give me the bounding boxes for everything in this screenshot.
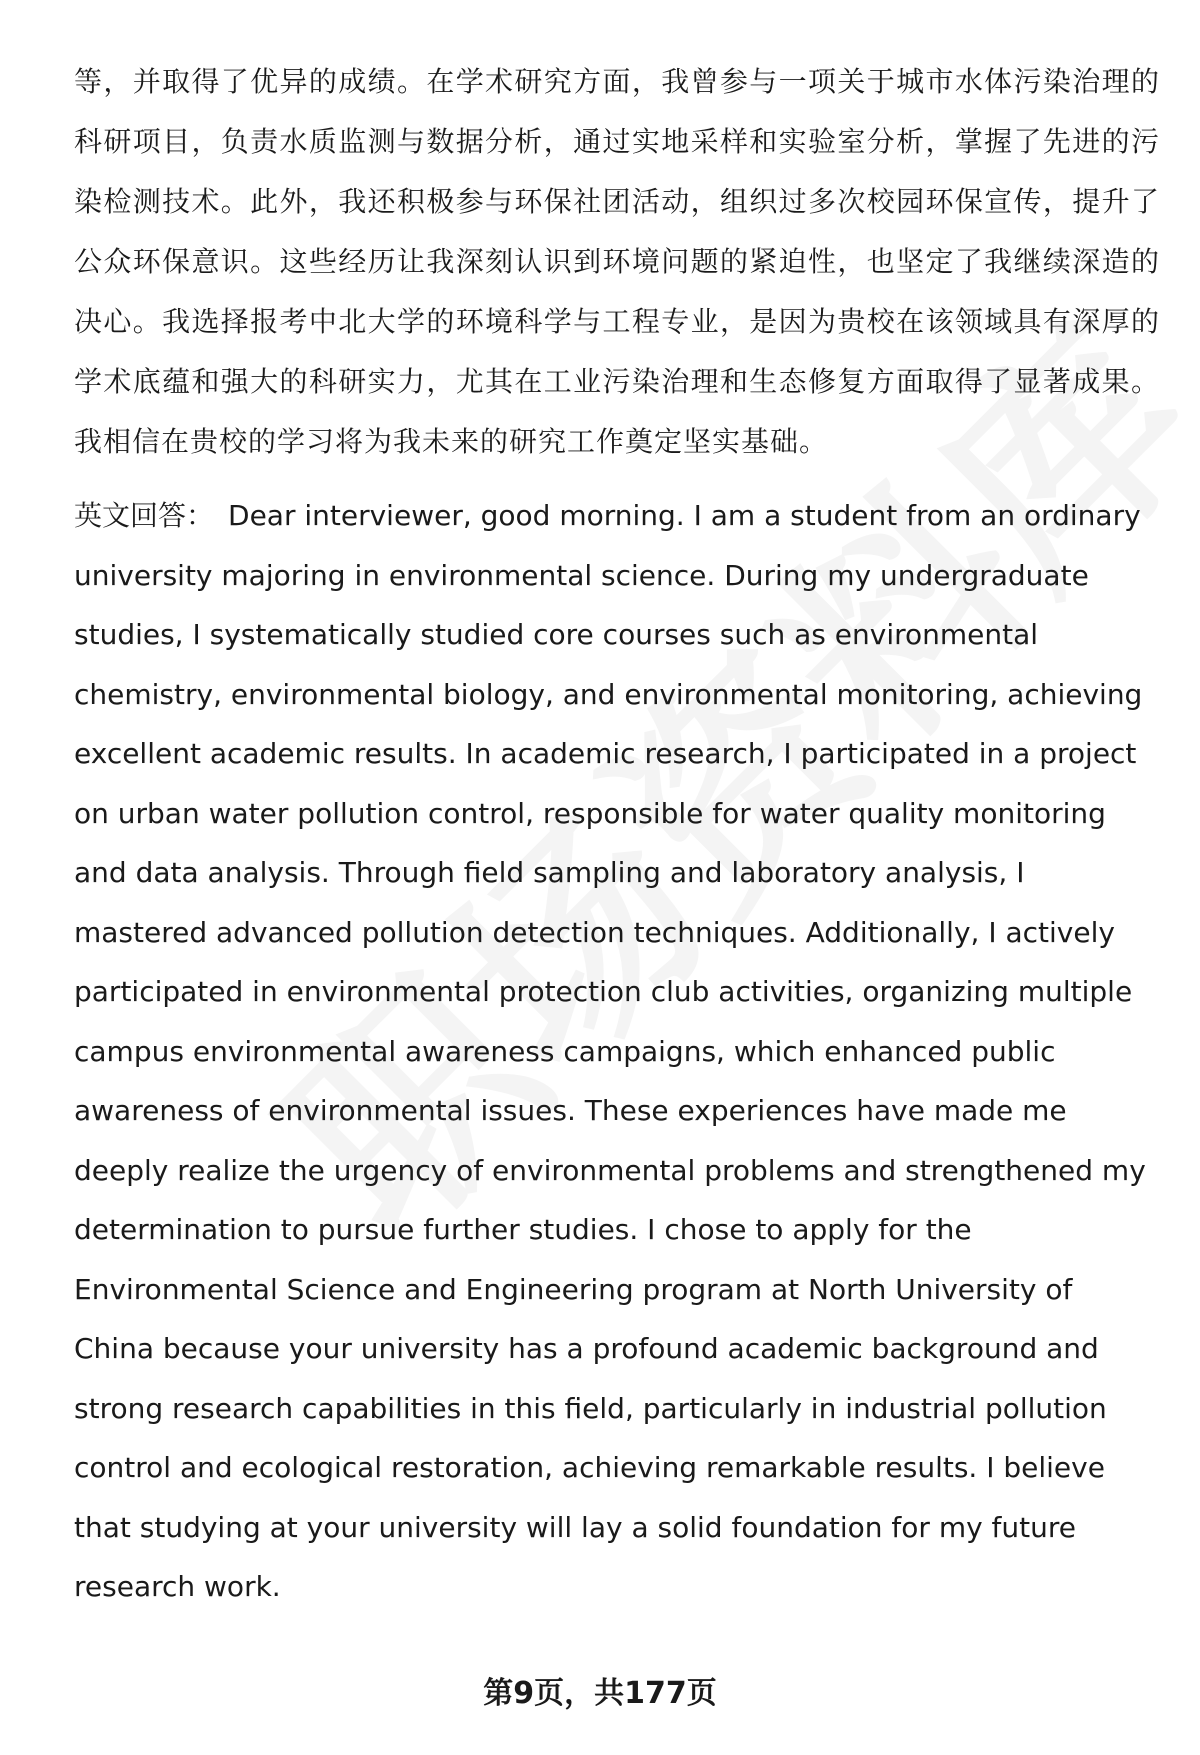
document-body bbox=[74, 52, 1160, 1617]
english-answer-label: 英文回答： bbox=[74, 499, 215, 532]
chinese-answer-paragraph: 等，并取得了优异的成绩。在学术研究方面，我曾参与一项关于城市水体污染治理的科研项目，负责水质监测与数据分析，通过实地采样和实验室分析，掌握了先进的污染检测技术。此外，我还积极参与环保社团活动，组织过多次校园环保宣传，提升了公众环保意识。这些经历让我深刻认识到环境问题的紧迫性，也坚定了我继续深造的决心。我选择报考中北大学的环境科学与工程专业，是因为贵校在该领域具有深厚的学术底蕴和强大的科研实力，尤其在工业污染治理和生态修复方面取得了显著成果。我相信在贵校的学习将为我未来的研究工作奠定坚实基础。 bbox=[74, 65, 1160, 458]
page-number: 第9页，共177页 bbox=[483, 1676, 717, 1711]
english-answer-text: Dear interviewer, good morning. I am a student from an ordinary university majoring in environmental science. During my undergraduate studies, I systematically studied core courses such as environmental chemistry, environmental biology, and environmental monitoring, achieving excellent academic results. In academic research, I participated in a project on urban water pollution control, responsible for water quality monitoring and data analysis. Through field sampling and laboratory analysis, I mastered advanced pollution detection techniques. Additionally, I actively participated in environmental protection club activities, organizing multiple campus environmental awareness campaigns, which enhanced public awareness of environmental issues. These experiences have made me deeply realize the urgency of environmental problems and strengthened my determination to pursue further studies. I chose to apply for the Environmental Science and Engineering program at North University of China because your university has a profound academic background and strong research capabilities in this field, particularly in industrial pollution control and ecological restoration, achieving remarkable results. I believe that studying at your university will lay a solid foundation for my future research work. bbox=[74, 499, 1146, 1603]
english-answer-paragraph bbox=[74, 486, 1160, 1617]
